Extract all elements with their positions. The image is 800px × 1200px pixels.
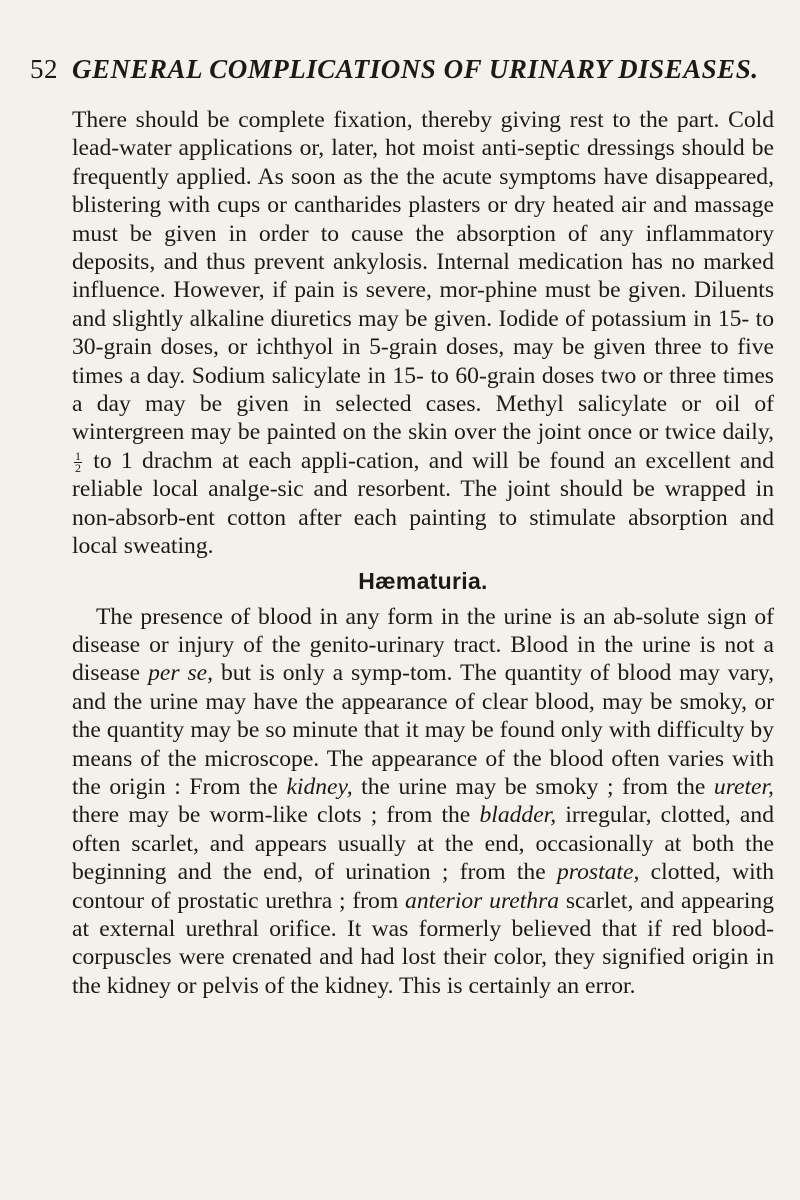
paragraph-haematuria [72, 603, 774, 1001]
paragraph-treatment [72, 106, 774, 561]
italic-term: bladder, [479, 802, 557, 829]
italic-term: prostate, [557, 859, 640, 886]
fraction-denominator: 2 [75, 460, 81, 475]
italic-term: kidney, [286, 773, 353, 800]
body-text [72, 106, 774, 1000]
section-heading: Hæmaturia. [358, 567, 488, 594]
fraction-one-half [74, 448, 82, 475]
text-run: scarlet, and appearing at external urethral orifice. It was formerly believed that if red blood-corpuscles were crenated and had lost their color, they signified origin in the kidney or pelvis of the kidney. This is certainly an error. [72, 887, 775, 999]
text-run: but is only a symp-tom. The quantity of blood may vary, and the urine may have the appearance of clear blood, may be smoky, or the quantity may be so minute that it may be found only with difficulty by means of the microscope. The appearance of the blood often varies with the origin : From the [72, 660, 775, 800]
running-head [30, 54, 770, 88]
italic-term: ureter, [713, 773, 774, 800]
text-run: The presence of blood in any form in the urine is an ab-solute sign of disease or injury of the genito-urinary tract. Blood in the urine is not a disease [72, 603, 774, 687]
italic-term: per se, [148, 660, 214, 687]
text-run: the urine may be smoky ; from the [361, 773, 706, 800]
text-run: clotted, with contour of prostatic urethra ; from [72, 859, 775, 914]
page-number: 52 [30, 54, 58, 84]
text-run: there may be worm-like clots ; from the [72, 802, 471, 829]
text-run: irregular, clotted, and often scarlet, and appears usually at the end, occasionally at both the beginning and the end, of urination ; from the [72, 802, 774, 886]
italic-term: anterior urethra [405, 887, 560, 914]
paragraph-treatment-part-1: There should be complete fixation, thereby giving rest to the part. Cold lead-water applications or, later, hot moist anti-septic dressings should be frequently applied. As soon as the the acute symptoms have disappeared, blistering with cups or cantharides plasters or dry heated air and massage must be given in order to cause the absorption of any inflammatory deposits, and thus prevent ankylosis. Internal medication has no marked influence. However, if pain is severe, mor-phine must be given. Diluents and slightly alkaline diuretics may be given. Iodide of potassium in 15- to 30-grain doses, or ichthyol in 5-grain doses, may be given three to five times a day. Sodium salicylate in 15- to 60-grain doses two or three times a day may be given in selected cases. Methyl salicylate or oil of wintergreen may be painted on the skin over the joint once or twice daily, [72, 107, 774, 446]
fraction-numerator: 1 [75, 448, 81, 463]
running-head-title: GENERAL COMPLICATIONS OF URINARY DISEASES. [72, 54, 759, 84]
paragraph-treatment-part-2: to 1 drachm at each appli-cation, and will be found an excellent and reliable local analge-sic and resorbent. The joint should be wrapped in non-absorb-ent cotton after each painting to stimulate absorption and local sweating. [72, 447, 775, 560]
